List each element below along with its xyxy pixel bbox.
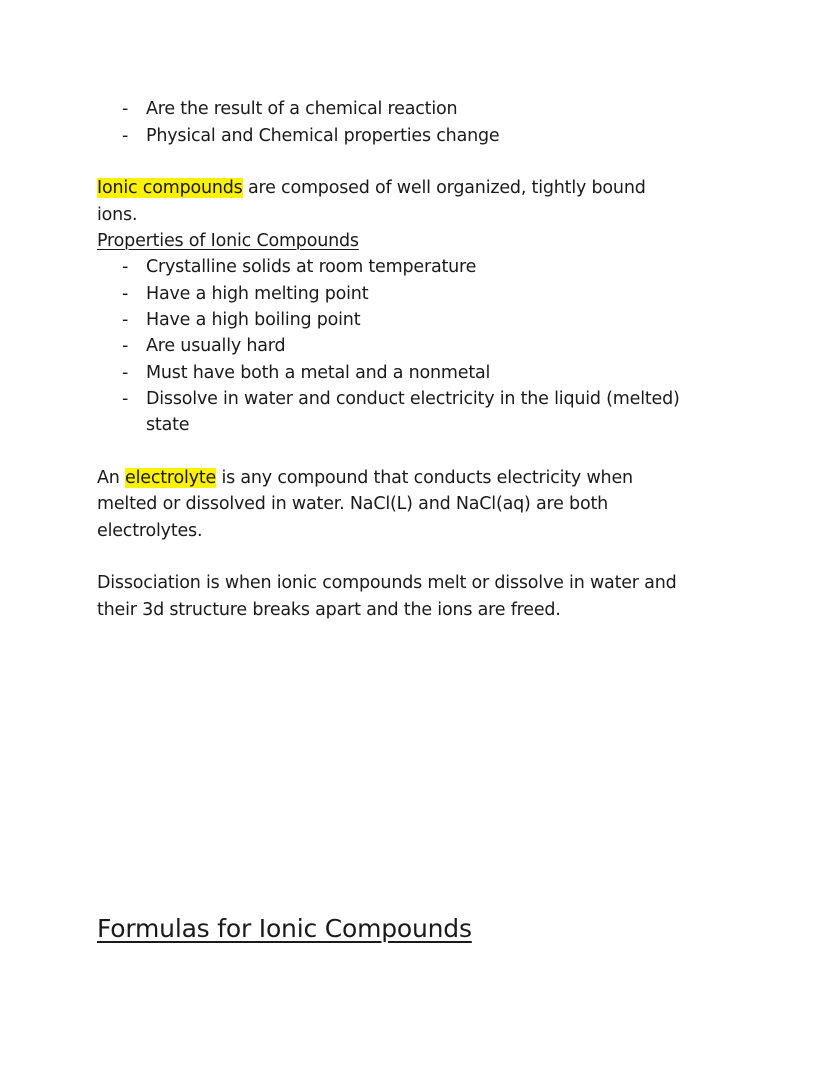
electrolyte-paragraph-line-2: melted or dissolved in water. NaCl(L) and NaCl(aq) are both: [97, 494, 609, 514]
list-item: Dissolve in water and conduct electricity in the liquid (melted): [146, 389, 680, 409]
bullet-dash: -: [122, 99, 129, 119]
list-item: Have a high boiling point: [146, 310, 361, 330]
bullet-dash: -: [122, 363, 129, 383]
bullet-dash: -: [122, 126, 129, 146]
dissociation-paragraph-line-1: Dissociation is when ionic compounds melt or dissolve in water and: [97, 573, 677, 593]
bullet-dash: -: [122, 257, 129, 277]
paragraph-text: is any compound that conducts electricity when: [216, 468, 633, 488]
paragraph-text: are composed of well organized, tightly bound: [242, 178, 646, 198]
paragraph-text: An: [97, 468, 126, 488]
list-item-continuation: state: [146, 415, 190, 435]
list-item: Have a high melting point: [146, 284, 369, 304]
bullet-dash: -: [122, 284, 129, 304]
list-item: Are usually hard: [146, 336, 286, 356]
list-item: Are the result of a chemical reaction: [146, 99, 458, 119]
highlighted-term-electrolyte: electrolyte: [125, 468, 217, 488]
properties-subheading: Properties of Ionic Compounds: [97, 231, 359, 251]
electrolyte-paragraph-line-3: electrolytes.: [97, 521, 203, 541]
bullet-dash: -: [122, 336, 129, 356]
highlighted-term-ionic-compounds: Ionic compounds: [97, 178, 243, 198]
dissociation-paragraph-line-2: their 3d structure breaks apart and the ions are freed.: [97, 600, 561, 620]
list-item: Physical and Chemical properties change: [146, 126, 500, 146]
bullet-dash: -: [122, 389, 129, 409]
bullet-dash: -: [122, 310, 129, 330]
ionic-paragraph-line-2: ions.: [97, 205, 138, 225]
section-heading: Formulas for Ionic Compounds: [97, 914, 472, 943]
ionic-paragraph-line-1: [97, 175, 646, 201]
electrolyte-paragraph-line-1: [97, 465, 633, 491]
list-item: Must have both a metal and a nonmetal: [146, 363, 491, 383]
list-item: Crystalline solids at room temperature: [146, 257, 477, 277]
